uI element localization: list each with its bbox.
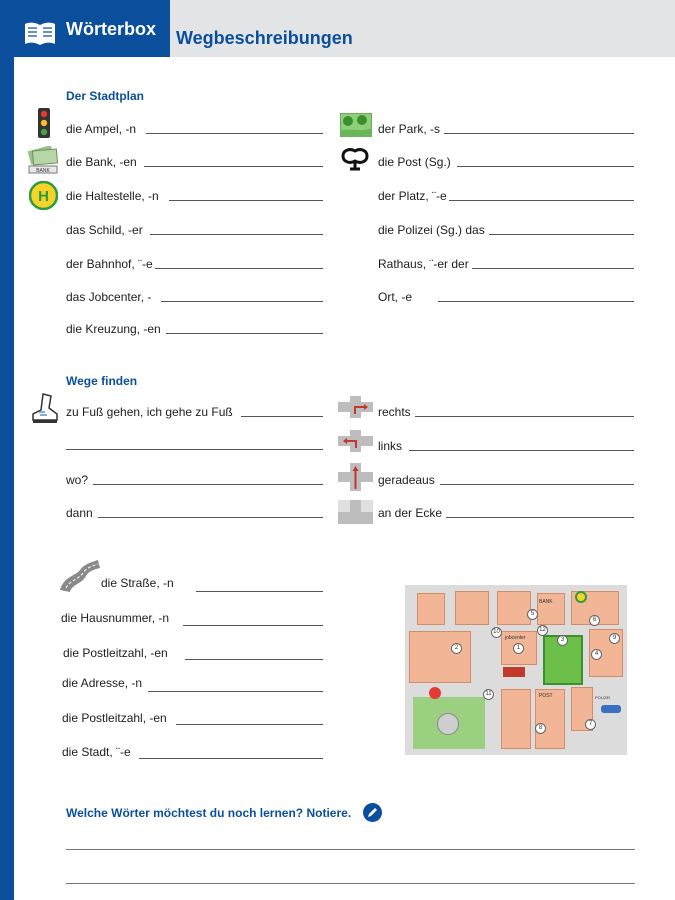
map-label-polizei: POLIZEI [595,695,611,700]
map-label-bank: BANK [539,599,553,605]
map-building [537,593,565,625]
write-line[interactable] [241,416,323,417]
write-line[interactable] [139,758,323,759]
vocab-row [66,223,326,241]
book-icon [24,20,56,46]
write-line[interactable] [166,333,323,334]
write-line[interactable] [409,450,634,451]
map-label-jobcenter: jobcenter [505,635,526,641]
write-line[interactable] [161,301,323,302]
map-building [455,591,489,625]
write-line[interactable] [146,133,323,134]
map-number: 7 [585,719,596,730]
vocab-label: an der Ecke [378,506,443,520]
bus-stop-icon [29,181,58,210]
map-building [409,631,471,683]
write-line[interactable] [150,234,323,235]
write-line[interactable] [176,724,323,725]
vocab-label: die Postleitzahl, -en [63,646,168,660]
straight-icon [338,463,373,491]
write-line[interactable] [446,517,634,518]
turn-left-icon [338,430,373,452]
write-line[interactable] [183,625,323,626]
vocab-row [378,223,638,241]
map-number: 8 [535,723,546,734]
section-title-stadtplan: Der Stadtplan [66,89,145,103]
write-line[interactable] [438,301,634,302]
svg-text:H: H [38,188,49,205]
vocab-row [378,257,638,275]
vocab-label: Rathaus, ¨-er der [378,257,469,271]
vocab-row [378,122,638,140]
vocab-row [378,290,638,308]
map-building [501,689,531,749]
vocab-label: rechts [378,405,411,419]
map-number: 5 [527,609,538,620]
map-number: 6 [589,615,600,626]
post-horn-icon [340,147,370,173]
vocab-label: der Bahnhof, ¨-e [66,257,153,271]
road-icon [58,558,100,592]
write-line[interactable] [472,268,634,269]
vocab-row [66,189,326,207]
vocab-label: zu Fuß gehen, ich gehe zu Fuß [66,405,233,419]
turn-right-icon [338,396,373,418]
corner-icon [338,500,373,524]
map-police-car-icon [601,705,621,713]
brand-label: Wörterbox [66,19,156,39]
vocab-row [378,473,638,491]
notes-line[interactable] [66,849,635,850]
vocab-label: die Polizei (Sg.) das [378,223,485,237]
vocab-label: wo? [66,473,89,487]
write-line[interactable] [196,591,323,592]
bank-icon [27,146,59,174]
map-building [417,593,445,625]
park-icon [340,113,372,137]
vocab-row [66,257,326,275]
write-line[interactable] [185,659,323,660]
map-number: 1 [513,643,524,654]
write-line[interactable] [148,691,323,692]
map-bank-sign [503,667,525,677]
vocab-label: die Postleitzahl, -en [62,711,167,725]
vocab-row [66,506,326,524]
vocab-label: die Stadt, ¨-e [62,745,131,759]
vocab-label: die Kreuzung, -en [66,322,161,336]
notiere-question: Welche Wörter möchtest du noch lernen? Notiere. [66,806,352,820]
write-line[interactable] [98,517,323,518]
vocab-label: die Hausnummer, -n [61,611,170,625]
shoe-icon [29,392,61,426]
vocab-label: die Adresse, -n [62,676,143,690]
vocab-label: der Platz, ¨-e [378,189,447,203]
page-title: Wegbeschreibungen [176,28,353,48]
vocab-label: Ort, -e [378,290,413,304]
vocab-label: geradeaus [378,473,435,487]
map-label-post: POST [539,693,553,699]
traffic-light-icon [35,108,53,140]
write-line[interactable] [155,268,323,269]
vocab-label: der Park, -s [378,122,441,136]
map-number: 2 [451,643,462,654]
write-line[interactable] [440,484,634,485]
write-line[interactable] [169,200,323,201]
map-bus-stop-icon [575,591,587,603]
map-marker [429,687,441,699]
vocab-label: die Ampel, -n [66,122,137,136]
vocab-label: die Haltestelle, -n [66,189,159,203]
map-building [497,591,531,625]
vocab-row [62,745,322,763]
write-line[interactable] [457,166,634,167]
vocab-row [61,611,321,629]
vocab-label: links [378,439,403,453]
vocab-row [378,405,638,423]
notes-line[interactable] [66,883,635,884]
write-line[interactable] [144,166,323,167]
vocab-label: das Schild, -er [66,223,143,237]
write-line[interactable] [415,416,634,417]
vocab-row [66,473,326,491]
map-number: 11 [483,689,494,700]
section-title-wege: Wege finden [66,374,138,388]
map-number: 3 [557,635,568,646]
vocab-row [66,405,326,423]
write-line[interactable] [93,484,323,485]
vocab-row [66,322,326,340]
vocab-row [66,155,326,173]
city-map-illustration [405,585,627,755]
vocab-row [62,711,322,729]
write-line[interactable] [449,200,634,201]
write-line[interactable] [489,234,634,235]
svg-text:BANK: BANK [36,168,50,174]
vocab-row [66,122,326,140]
left-accent-bar [0,0,14,900]
vocab-label: die Bank, -en [66,155,137,169]
map-number: 4 [591,649,602,660]
write-line[interactable] [444,133,634,134]
map-number: 12 [537,625,548,636]
vocab-label: das Jobcenter, - [66,290,152,304]
vocab-label: die Straße, -n [101,576,174,590]
map-fountain [437,713,459,735]
pencil-icon [363,803,382,822]
pencil-glyph [363,803,382,822]
vocab-label: dann [66,506,93,520]
vocab-label: die Post (Sg.) [378,155,451,169]
map-number: 9 [609,633,620,644]
vocab-row [63,646,323,664]
write-line[interactable] [66,449,323,450]
vocab-row [378,155,638,173]
vocab-row [378,439,638,457]
vocab-row [66,290,326,308]
map-number: 10 [491,627,502,638]
vocab-row [378,506,638,524]
vocab-row [378,189,638,207]
